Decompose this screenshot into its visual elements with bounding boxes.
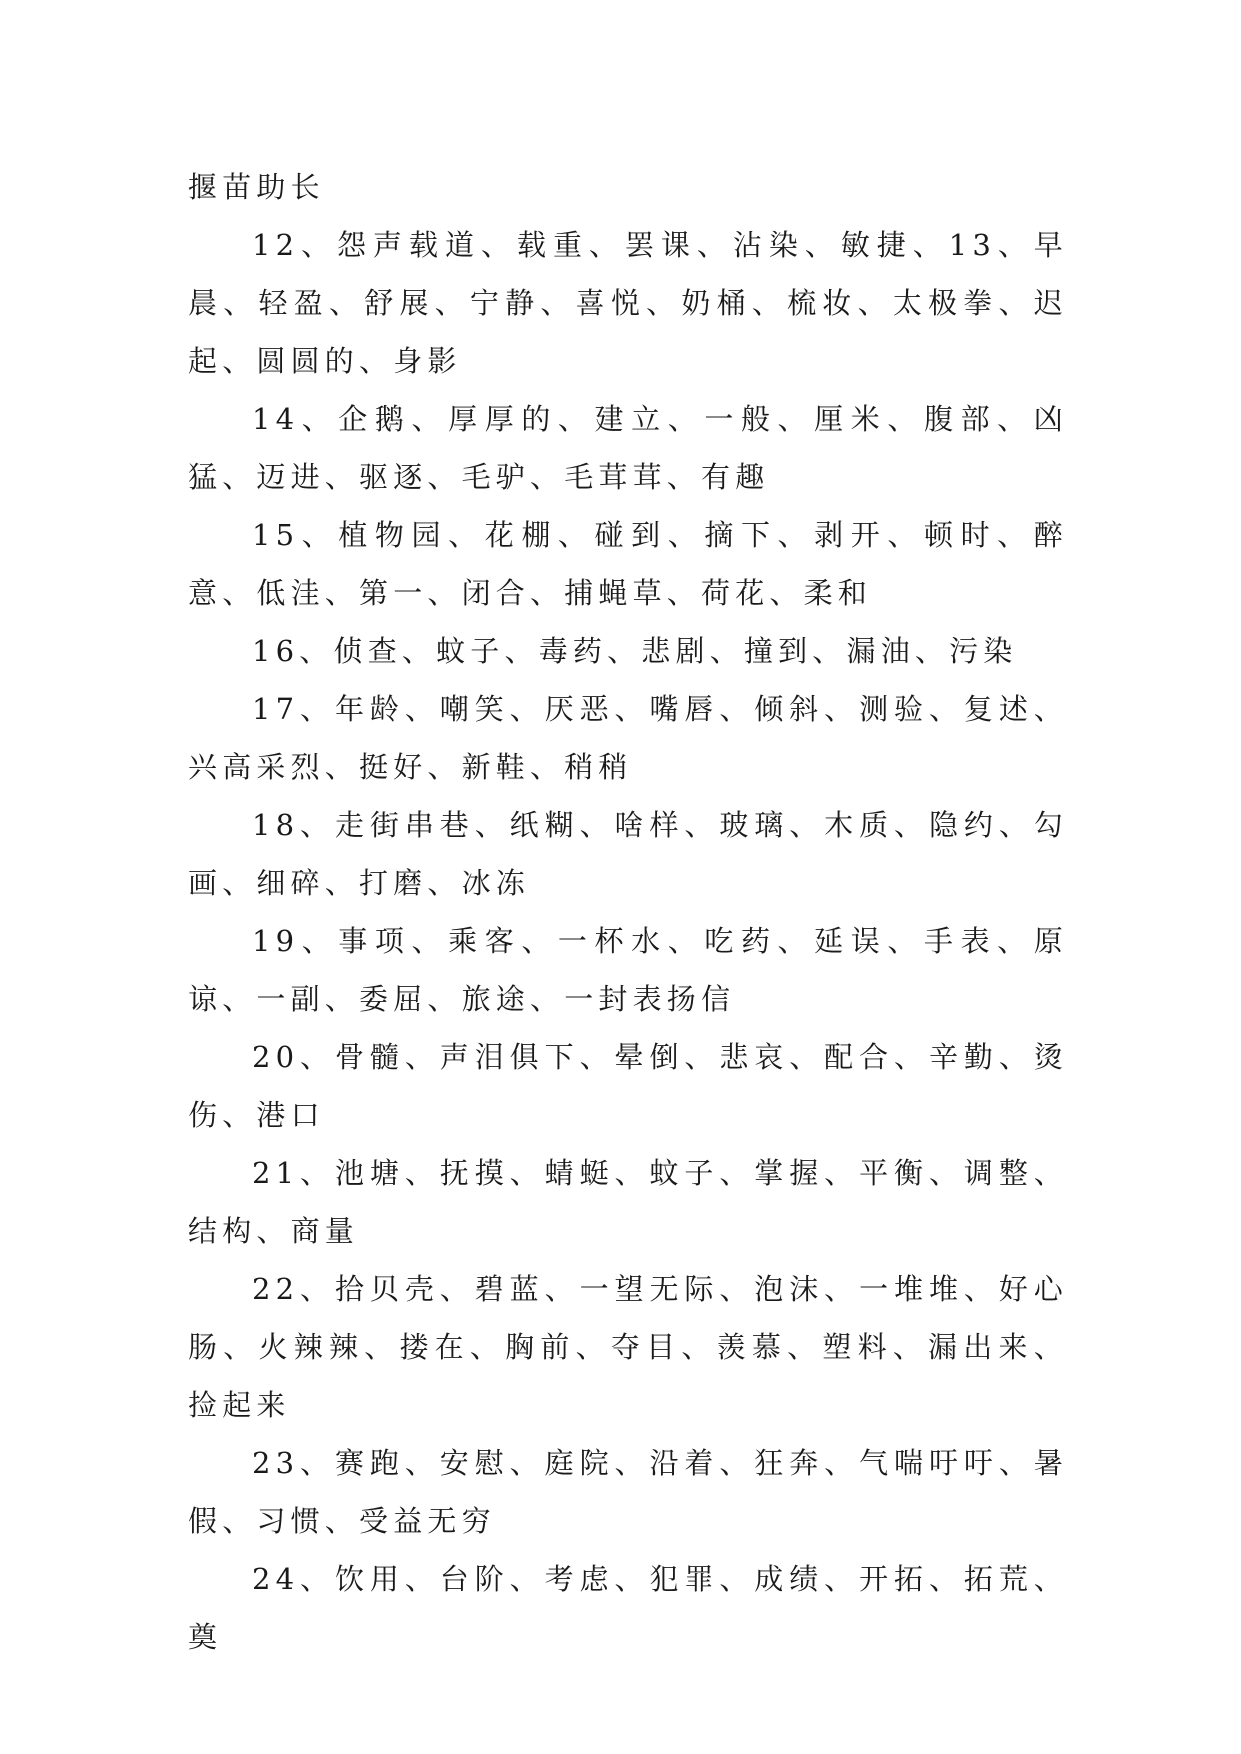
paragraph-item-21: 21、池塘、抚摸、蜻蜓、蚊子、掌握、平衡、调整、结构、商量 (188, 1156, 1068, 1248)
paragraph-item-19: 19、事项、乘客、一杯水、吃药、延误、手表、原谅、一副、委屈、旅途、一封表扬信 (188, 924, 1068, 1016)
document-body (188, 158, 1068, 1666)
paragraph-continuation: 揠苗助长 (188, 170, 325, 204)
paragraph-item-12: 12、怨声载道、载重、罢课、沾染、敏捷、13、早晨、轻盈、舒展、宁静、喜悦、奶桶、梳妆、太极拳、迟起、圆圆的、身影 (188, 228, 1068, 378)
paragraph-item-22: 22、拾贝壳、碧蓝、一望无际、泡沫、一堆堆、好心肠、火辣辣、搂在、胸前、夺目、羡慕、塑料、漏出来、捡起来 (188, 1272, 1068, 1422)
paragraph-item-24: 24、饮用、台阶、考虑、犯罪、成绩、开拓、拓荒、奠 (188, 1562, 1068, 1654)
paragraph-item-17: 17、年龄、嘲笑、厌恶、嘴唇、倾斜、测验、复述、兴高采烈、挺好、新鞋、稍稍 (188, 692, 1068, 784)
paragraph-item-16: 16、侦查、蚊子、毒药、悲剧、撞到、漏油、污染 (252, 634, 1018, 668)
paragraph-item-15: 15、植物园、花棚、碰到、摘下、剥开、顿时、醉意、低洼、第一、闭合、捕蝇草、荷花、柔和 (188, 518, 1068, 610)
paragraph-item-20: 20、骨髓、声泪俱下、晕倒、悲哀、配合、辛勤、烫伤、港口 (188, 1040, 1068, 1132)
paragraph-item-18: 18、走街串巷、纸糊、啥样、玻璃、木质、隐约、勾画、细碎、打磨、冰冻 (188, 808, 1068, 900)
paragraph-item-14: 14、企鹅、厚厚的、建立、一般、厘米、腹部、凶猛、迈进、驱逐、毛驴、毛茸茸、有趣 (188, 402, 1068, 494)
paragraph-item-23: 23、赛跑、安慰、庭院、沿着、狂奔、气喘吁吁、暑假、习惯、受益无穷 (188, 1446, 1068, 1538)
